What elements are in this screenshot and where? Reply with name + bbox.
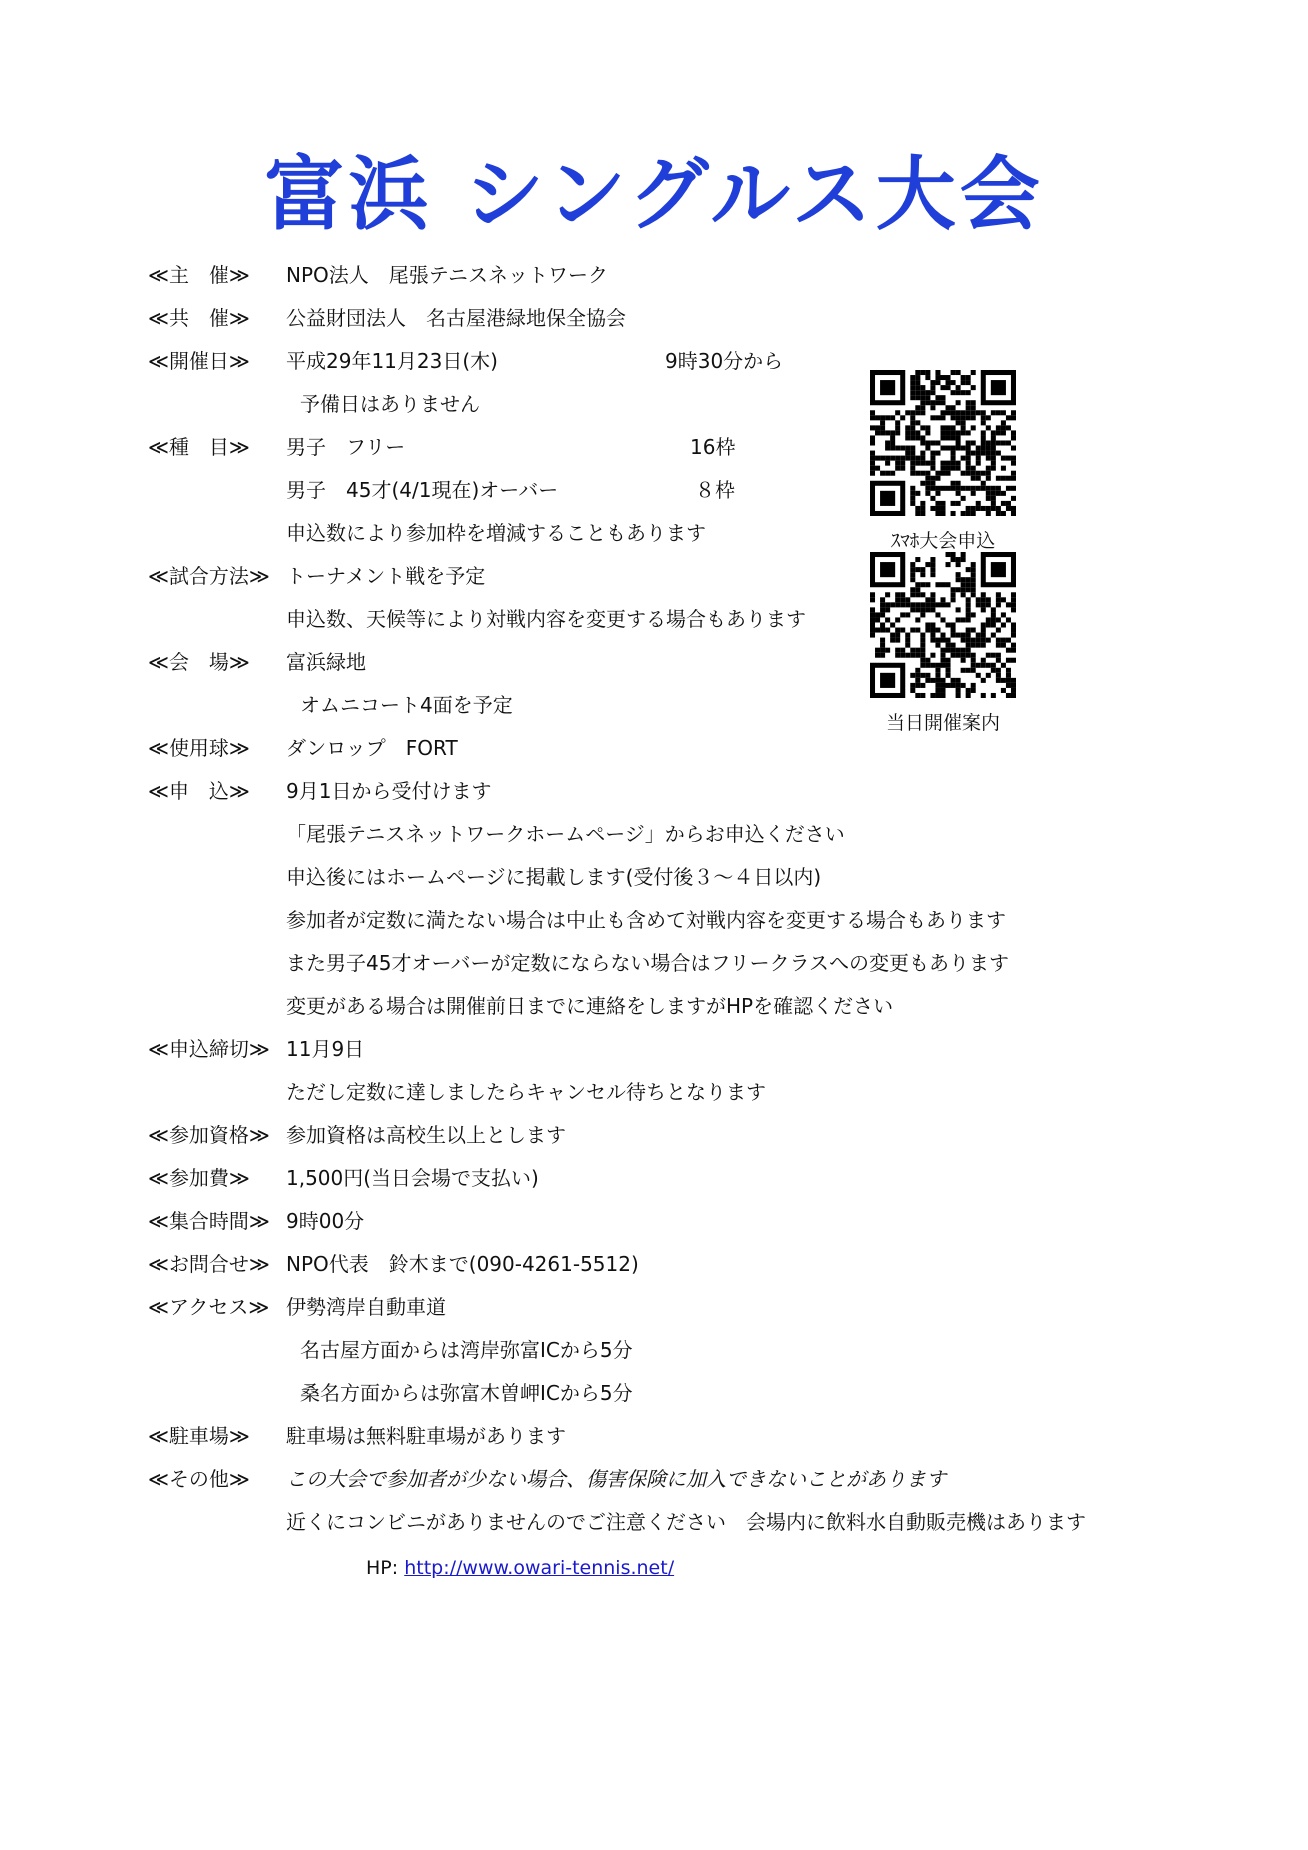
qr-code-icon[interactable] xyxy=(870,552,1016,698)
row-value: NPO法人 尾張テニスネットワーク xyxy=(286,263,608,287)
info-row xyxy=(0,1329,1308,1372)
row-value: NPO代表 鈴木まで(090-4261-5512) xyxy=(286,1252,639,1276)
row-label: ≪アクセス≫ xyxy=(148,1295,270,1319)
row-value: 申込後にはホームページに掲載します(受付後３～４日以内) xyxy=(286,865,822,889)
row-value: ダンロップ FORT xyxy=(286,736,458,760)
info-row xyxy=(0,1501,1308,1544)
hp-label: HP: xyxy=(366,1557,399,1579)
row-value: ただし定数に達しましたらキャンセル待ちとなります xyxy=(286,1080,766,1104)
row-value: 申込数により参加枠を増減することもあります xyxy=(286,521,706,545)
row-value: 「尾張テニスネットワークホームページ」からお申込ください xyxy=(286,822,845,846)
row-label: ≪開催日≫ xyxy=(148,349,250,373)
info-row xyxy=(0,340,1308,383)
qr-block-info xyxy=(870,552,1016,735)
qr-caption: ｽﾏﾎ大会申込 xyxy=(890,530,996,552)
row-value: 申込数、天候等により対戦内容を変更する場合もあります xyxy=(286,607,806,631)
info-row xyxy=(0,899,1308,942)
row-label: ≪お問合せ≫ xyxy=(148,1252,270,1276)
info-row xyxy=(0,598,1308,641)
row-label: ≪共 催≫ xyxy=(148,306,250,330)
row-value: 公益財団法人 名古屋港緑地保全協会 xyxy=(286,306,626,330)
row-value: オムニコート4面を予定 xyxy=(300,693,513,717)
info-row xyxy=(0,770,1308,813)
row-label: ≪参加資格≫ xyxy=(148,1123,270,1147)
info-row xyxy=(0,942,1308,985)
row-label: ≪主 催≫ xyxy=(148,263,250,287)
page-title: 富浜 シングルス大会 xyxy=(264,148,1044,241)
info-row xyxy=(0,684,1308,727)
row-value: 桑名方面からは弥富木曽岬ICから5分 xyxy=(300,1381,633,1405)
info-row xyxy=(0,426,1308,469)
row-label: ≪参加費≫ xyxy=(148,1166,250,1190)
info-row xyxy=(0,1243,1308,1286)
info-row xyxy=(0,1071,1308,1114)
row-label: ≪会 場≫ xyxy=(148,650,250,674)
row-extra: 16枠 xyxy=(690,435,736,459)
row-value: 男子 45才(4/1現在)オーバー xyxy=(286,478,559,502)
row-value: 駐車場は無料駐車場があります xyxy=(286,1424,566,1448)
info-row xyxy=(0,1114,1308,1157)
row-value: 9時00分 xyxy=(286,1209,365,1233)
info-row xyxy=(0,469,1308,512)
info-row xyxy=(0,985,1308,1028)
row-value: 変更がある場合は開催前日までに連絡をしますがHPを確認ください xyxy=(286,994,894,1018)
row-value: この大会で参加者が少ない場合、傷害保険に加入できないことがあります xyxy=(286,1467,946,1491)
row-value: トーナメント戦を予定 xyxy=(286,564,486,588)
row-value: 参加者が定数に満たない場合は中止も含めて対戦内容を変更する場合もあります xyxy=(286,908,1006,932)
row-value: 1,500円(当日会場で支払い) xyxy=(286,1166,539,1190)
row-value: また男子45才オーバーが定数にならない場合はフリークラスへの変更もあります xyxy=(286,951,1010,975)
row-extra: ８枠 xyxy=(695,478,735,502)
info-row xyxy=(0,254,1308,297)
info-row xyxy=(0,1200,1308,1243)
info-row xyxy=(0,383,1308,426)
info-row xyxy=(0,1286,1308,1329)
row-value: 富浜緑地 xyxy=(286,650,366,674)
info-row xyxy=(0,512,1308,555)
info-row xyxy=(0,1028,1308,1071)
row-label: ≪試合方法≫ xyxy=(148,564,270,588)
info-row xyxy=(0,1157,1308,1200)
homepage-line xyxy=(366,1548,674,1588)
row-label: ≪申 込≫ xyxy=(148,779,250,803)
row-label: ≪集合時間≫ xyxy=(148,1209,270,1233)
row-value: 11月9日 xyxy=(286,1037,365,1061)
info-row xyxy=(0,1458,1308,1501)
row-value: 予備日はありません xyxy=(300,392,480,416)
row-value: 男子 フリー xyxy=(286,435,406,459)
row-value: 9月1日から受付けます xyxy=(286,779,492,803)
qr-code-icon[interactable] xyxy=(870,370,1016,516)
info-row xyxy=(0,727,1308,770)
info-row xyxy=(0,813,1308,856)
row-value: 伊勢湾岸自動車道 xyxy=(286,1295,446,1319)
info-row xyxy=(0,1372,1308,1415)
info-row xyxy=(0,555,1308,598)
row-label: ≪駐車場≫ xyxy=(148,1424,250,1448)
row-value: 名古屋方面からは湾岸弥富ICから5分 xyxy=(300,1338,633,1362)
row-value: 平成29年11月23日(木) xyxy=(286,349,498,373)
row-value: 近くにコンビニがありませんのでご注意ください 会場内に飲料水自動販売機はあります xyxy=(286,1510,1086,1534)
info-row xyxy=(0,641,1308,684)
info-row xyxy=(0,856,1308,899)
info-row xyxy=(0,1415,1308,1458)
qr-block-entry xyxy=(870,370,1016,553)
hp-link[interactable]: http://www.owari-tennis.net/ xyxy=(404,1557,675,1579)
row-label: ≪使用球≫ xyxy=(148,736,250,760)
qr-caption: 当日開催案内 xyxy=(885,712,1000,734)
row-value: 参加資格は高校生以上とします xyxy=(286,1123,566,1147)
row-extra: 9時30分から xyxy=(665,349,784,373)
row-label: ≪その他≫ xyxy=(148,1467,250,1491)
row-label: ≪申込締切≫ xyxy=(148,1037,270,1061)
info-row xyxy=(0,297,1308,340)
row-label: ≪種 目≫ xyxy=(148,435,250,459)
